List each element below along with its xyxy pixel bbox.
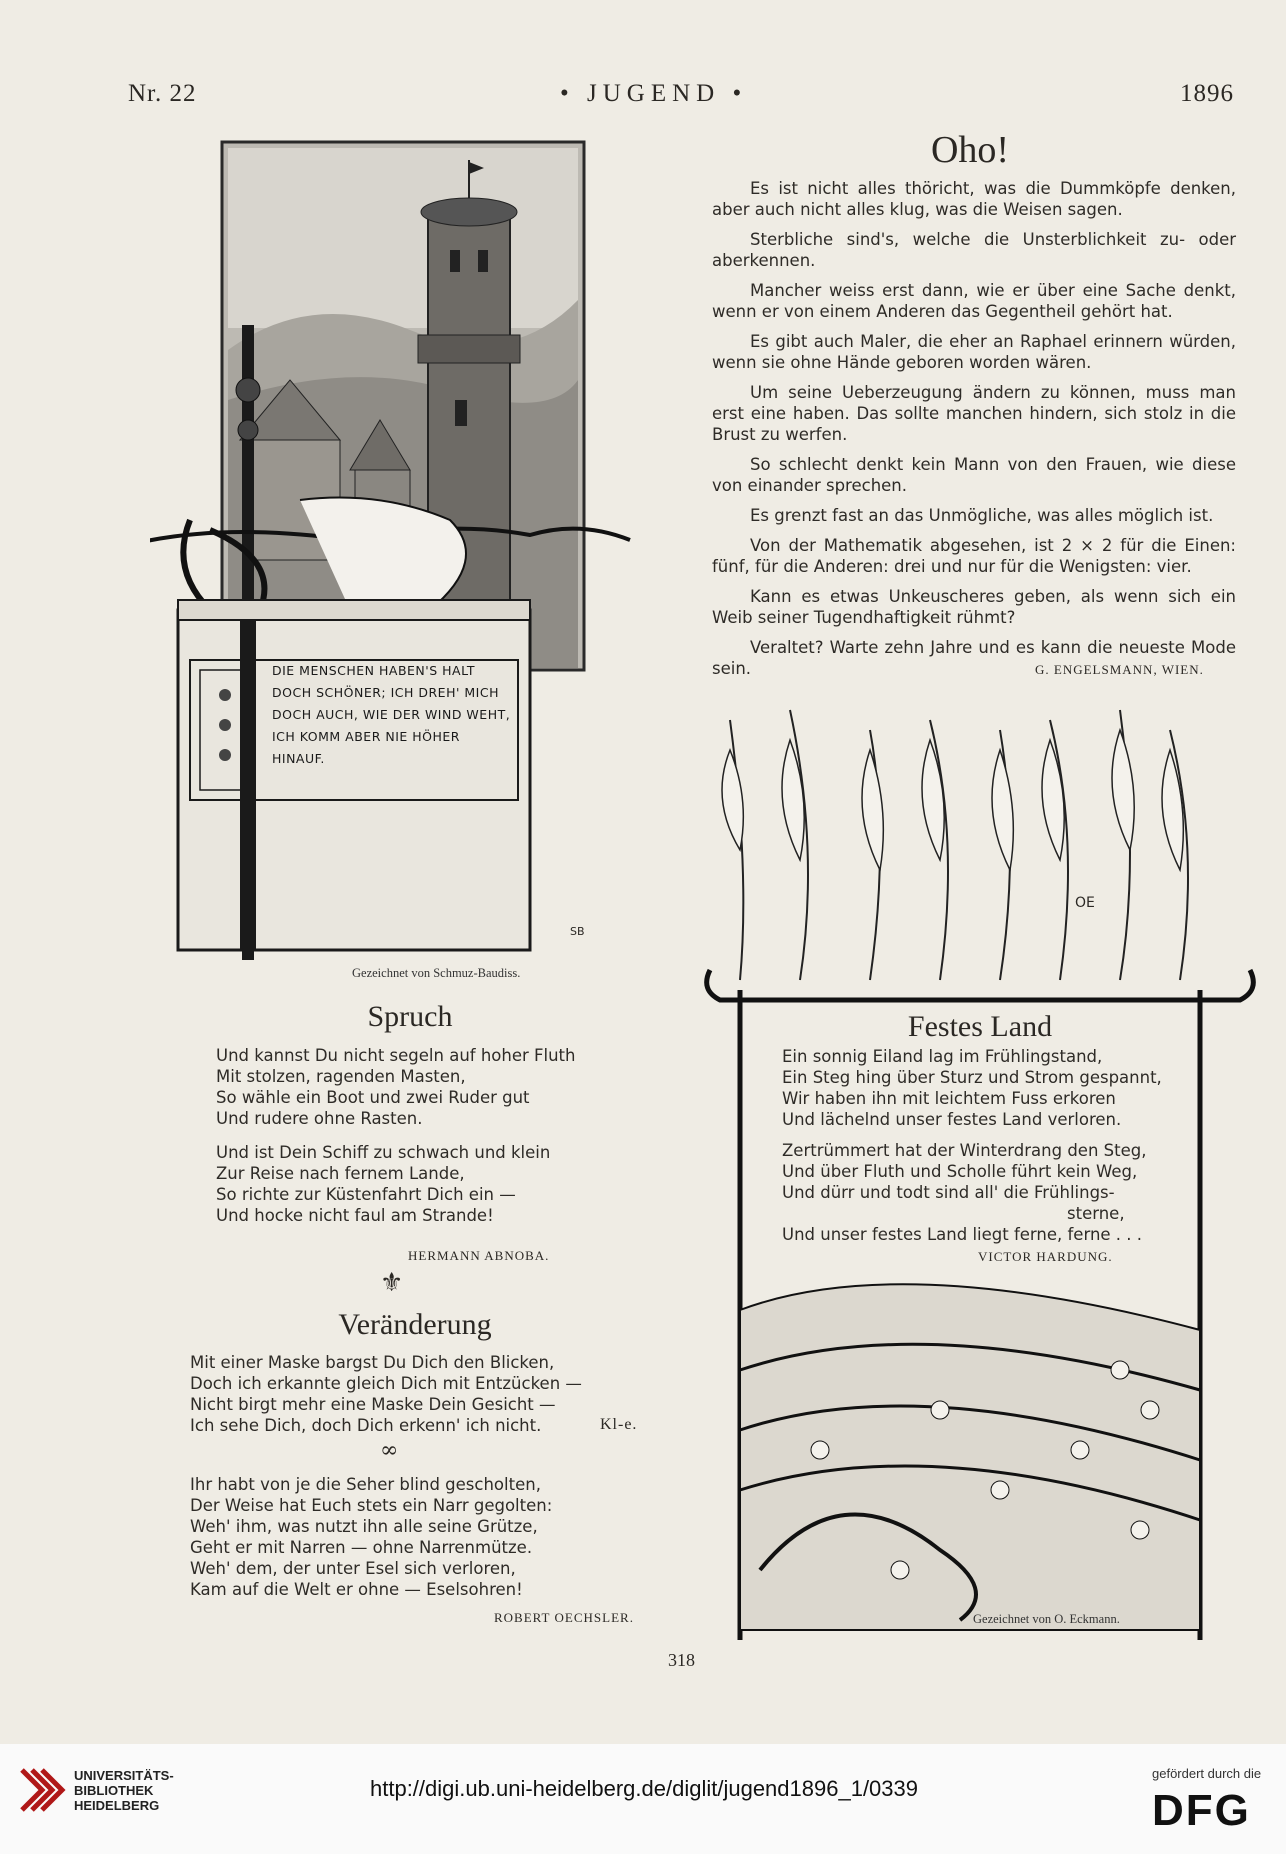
- digitization-footer: [0, 1744, 1286, 1854]
- illustration-caption-left: Gezeichnet von Schmuz-Baudiss.: [352, 966, 521, 980]
- aphorism: Sterbliche sind's, welche die Unsterblichkeit zu- oder aberkennen.: [712, 230, 1236, 270]
- verse-line: Und hocke nicht faul am Strande!: [216, 1206, 494, 1225]
- tower-drawing: [150, 140, 650, 960]
- verse-line: Mit einer Maske bargst Du Dich den Blicken,: [190, 1353, 555, 1372]
- verse-line: So wähle ein Boot und zwei Ruder gut: [216, 1088, 530, 1107]
- issue-number: Nr. 22: [128, 80, 197, 107]
- verse-line: Und dürr und todt sind all' die Frühlings-: [782, 1183, 1115, 1202]
- oho-article: [712, 178, 1236, 688]
- aphorism: Es grenzt fast an das Unmögliche, was alles möglich ist.: [750, 506, 1214, 525]
- verse-line: Und rudere ohne Rasten.: [216, 1109, 423, 1128]
- aphorism: Veraltet? Warte zehn Jahre und es kann die neueste Mode sein.: [712, 638, 1236, 678]
- verse-line: sterne,: [1067, 1204, 1125, 1223]
- dfg-logo: DFG: [1152, 1786, 1251, 1835]
- verse-line: Nicht birgt mehr eine Maske Dein Gesicht —: [190, 1395, 556, 1414]
- veraenderung-author: Kl-e.: [600, 1416, 638, 1433]
- library-line: HEIDELBERG: [74, 1798, 160, 1813]
- verse-line: Weh' dem, der unter Esel sich verloren,: [190, 1559, 516, 1578]
- inscription-line: ICH KOMM ABER NIE HÖHER HINAUF.: [272, 729, 460, 766]
- verse-line: Und unser festes Land liegt ferne, ferne . . .: [782, 1225, 1143, 1244]
- verse-line: Zertrümmert hat der Winterdrang den Steg,: [782, 1141, 1147, 1160]
- aphorism: Es ist nicht alles thöricht, was die Dummköpfe denken, aber auch nicht alles klug, was die Weisen sagen.: [712, 179, 1236, 219]
- library-line: UNIVERSITÄTS-: [74, 1768, 174, 1783]
- verse-line: Kam auf die Welt er ohne — Eselsohren!: [190, 1580, 523, 1599]
- funding-note: gefördert durch die: [1152, 1766, 1262, 1781]
- aphorism: Von der Mathematik abgesehen, ist 2 × 2 für die Einen: fünf, für die Anderen: drei und nur für die Wenigsten: vier.: [712, 536, 1236, 576]
- spruch-title: Spruch: [367, 1000, 453, 1033]
- festes-land-stanza-2: [782, 1140, 1146, 1245]
- festes-land-author: VICTOR HARDUNG.: [978, 1249, 1113, 1264]
- oho-author: G. ENGELSMANN, WIEN.: [1035, 662, 1204, 677]
- veraenderung-poem: [190, 1352, 582, 1436]
- verse-line: So richte zur Küstenfahrt Dich ein —: [216, 1185, 516, 1204]
- library-line: BIBLIOTHEK: [74, 1783, 154, 1798]
- verse-line: Ein sonnig Eiland lag im Frühlingstand,: [782, 1047, 1103, 1066]
- permalink-url[interactable]: http://digi.ub.uni-heidelberg.de/diglit/jugend1896_1/0339: [370, 1776, 918, 1801]
- verse-line: Mit stolzen, ragenden Masten,: [216, 1067, 466, 1086]
- verse-line: Weh' ihm, was nutzt ihn alle seine Grütze,: [190, 1517, 538, 1536]
- spruch-stanza-2: [216, 1142, 550, 1226]
- inscription-line: DOCH AUCH, WIE DER WIND WEHT,: [272, 707, 511, 722]
- page-number: 318: [668, 1650, 695, 1670]
- verse-line: Ich sehe Dich, doch Dich erkenn' ich nicht.: [190, 1416, 542, 1435]
- verse-line: Wir haben ihn mit leichtem Fuss erkoren: [782, 1089, 1116, 1108]
- verse-line: Und ist Dein Schiff zu schwach und klein: [216, 1143, 551, 1162]
- narren-poem: [190, 1474, 552, 1600]
- journal-title: • JUGEND •: [560, 80, 748, 107]
- aphorism: Mancher weiss erst dann, wie er über eine Sache denkt, wenn er von einem Anderen das Gegentheil gehört hat.: [712, 281, 1236, 321]
- ornament-icon: ∞: [380, 1438, 399, 1463]
- verse-line: Zur Reise nach fernem Lande,: [216, 1164, 465, 1183]
- verse-line: Ein Steg hing über Sturz und Strom gespannt,: [782, 1068, 1162, 1087]
- artist-monogram: SB: [570, 925, 585, 938]
- fleuron-icon: ⚜: [380, 1268, 404, 1298]
- verse-line: Und über Fluth und Scholle führt kein Weg,: [782, 1162, 1138, 1181]
- festes-land-title: Festes Land: [907, 1010, 1053, 1043]
- inscription-line: DOCH SCHÖNER; ICH DREH' MICH: [272, 685, 499, 700]
- verse-line: Der Weise hat Euch stets ein Narr gegolten:: [190, 1496, 553, 1515]
- veraenderung-title: Veränderung: [338, 1308, 492, 1341]
- university-seal-icon: [18, 1766, 66, 1818]
- spruch-author: HERMANN ABNOBA.: [408, 1248, 550, 1263]
- year: 1896: [1180, 80, 1234, 107]
- inscription-line: DIE MENSCHEN HABEN'S HALT: [272, 663, 475, 678]
- illustration-caption-right: Gezeichnet von O. Eckmann.: [973, 1612, 1120, 1626]
- verse-line: Geht er mit Narren — ohne Narrenmütze.: [190, 1538, 533, 1557]
- narren-author: ROBERT OECHSLER.: [494, 1610, 634, 1625]
- aphorism: So schlecht denkt kein Mann von den Frauen, wie diese von einander sprechen.: [712, 455, 1236, 495]
- aphorism: Kann es etwas Unkeuscheres geben, als wenn sich ein Weib seiner Tugendhaftigkeit rühmt?: [712, 587, 1236, 627]
- spruch-stanza-1: [216, 1045, 575, 1129]
- tower-illustration: [150, 140, 650, 960]
- eckmann-monogram: OE: [1075, 895, 1095, 911]
- verse-line: Und lächelnd unser festes Land verloren.: [782, 1110, 1122, 1129]
- aphorism: Es gibt auch Maler, die eher an Raphael erinnern würden, wenn sie ohne Hände geboren worden wären.: [712, 332, 1236, 372]
- verse-line: Ihr habt von je die Seher blind gescholten,: [190, 1475, 541, 1494]
- festes-land-stanza-1: [782, 1046, 1162, 1130]
- verse-line: Doch ich erkannte gleich Dich mit Entzücken —: [190, 1374, 582, 1393]
- sign-inscription: [272, 660, 512, 770]
- aphorism: Um seine Ueberzeugung ändern zu können, muss man erst eine haben. Das sollte manchen hindern, sich stolz in die Brust zu werfen.: [712, 383, 1236, 444]
- verse-line: Und kannst Du nicht segeln auf hoher Fluth: [216, 1046, 576, 1065]
- library-name: [74, 1768, 174, 1813]
- oho-title: Oho!: [930, 129, 1010, 171]
